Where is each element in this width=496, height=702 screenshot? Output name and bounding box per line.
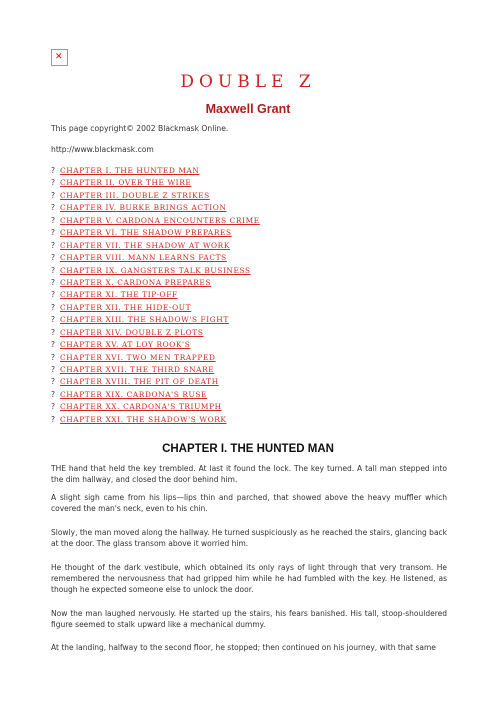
toc-link-chapter-18[interactable]: CHAPTER XVIII. THE PIT OF DEATH	[60, 377, 219, 387]
toc-link-chapter-16[interactable]: CHAPTER XVI. TWO MEN TRAPPED	[60, 352, 216, 362]
toc-bullet: ?	[51, 240, 56, 250]
chapter-heading: CHAPTER I. THE HUNTED MAN	[162, 443, 334, 455]
chapter-paragraph: A slight sigh came from his lips—lips thin and parched, that showed above the heavy muffler which covered the man's neck, even to his chin.	[51, 493, 447, 513]
toc-link-chapter-4[interactable]: CHAPTER IV. BURKE BRINGS ACTION	[60, 203, 227, 213]
toc-item	[51, 215, 260, 227]
toc-bullet: ?	[51, 190, 56, 200]
toc-bullet: ?	[51, 365, 56, 374]
toc-link-chapter-9[interactable]: CHAPTER IX. GANGSTERS TALK BUSINESS	[60, 265, 251, 275]
toc-link-chapter-17[interactable]: CHAPTER XVII. THE THIRD SNARE	[60, 365, 215, 374]
toc-link-chapter-20[interactable]: CHAPTER XX. CARDONA'S TRIUMPH	[60, 402, 222, 412]
toc-item	[51, 240, 260, 252]
toc-bullet: ?	[51, 414, 56, 424]
chapter-paragraph: At the landing, halfway to the second floor, he stopped; then continued on his journey, with that same	[51, 643, 436, 652]
toc-link-chapter-6[interactable]: CHAPTER VI. THE SHADOW PREPARES	[60, 228, 232, 238]
chapter-paragraph: Slowly, the man moved along the hallway. He turned suspiciously as he reached the stairs, glancing back at the door. The glass transom above it worried him.	[51, 528, 448, 548]
toc-bullet: ?	[51, 389, 56, 399]
site-url: http://www.blackmask.com	[51, 145, 154, 154]
toc-item	[51, 252, 260, 264]
toc-link-chapter-8[interactable]: CHAPTER VIII. MANN LEARNS FACTS	[60, 253, 227, 263]
toc-bullet: ?	[51, 377, 56, 387]
table-of-contents	[51, 165, 260, 426]
toc-link-chapter-3[interactable]: CHAPTER III. DOUBLE Z STRIKES	[60, 190, 210, 200]
toc-item	[51, 227, 260, 239]
toc-bullet: ?	[51, 290, 56, 300]
toc-bullet: ?	[51, 402, 56, 412]
copyright-notice: This page copyright© 2002 Blackmask Online.	[51, 124, 229, 133]
toc-link-chapter-2[interactable]: CHAPTER II. OVER THE WIRE	[60, 178, 192, 188]
author-name: Maxwell Grant	[205, 102, 291, 116]
broken-image-icon: ✕	[51, 49, 68, 66]
toc-bullet: ?	[51, 277, 56, 287]
toc-bullet: ?	[51, 178, 56, 188]
toc-item	[51, 177, 260, 189]
toc-link-chapter-5[interactable]: CHAPTER V. CARDONA ENCOUNTERS CRIME	[60, 215, 260, 225]
toc-item	[51, 314, 260, 326]
toc-item	[51, 401, 260, 413]
toc-item	[51, 289, 260, 301]
toc-bullet: ?	[51, 228, 56, 238]
chapter-paragraph: THE hand that held the key trembled. At last it found the lock. The key turned. A tall man stepped into the dim hallway, and closed the door behind him.	[51, 464, 447, 484]
toc-item	[51, 414, 260, 426]
toc-link-chapter-19[interactable]: CHAPTER XIX. CARDONA'S RUSE	[60, 389, 208, 399]
chapter-paragraph: He thought of the dark vestibule, which obtained its only rays of light through that very transom. He remembered the nervousness that had gripped him while he had fumbled with the key. He listened, as though he expected someone else to unlock the door.	[51, 563, 447, 594]
toc-link-chapter-21[interactable]: CHAPTER XXI. THE SHADOW'S WORK	[60, 414, 227, 424]
toc-link-chapter-14[interactable]: CHAPTER XIV. DOUBLE Z PLOTS	[60, 327, 204, 337]
toc-bullet: ?	[51, 302, 56, 312]
toc-item	[51, 389, 260, 401]
toc-bullet: ?	[51, 340, 56, 350]
toc-item	[51, 302, 260, 314]
toc-bullet: ?	[51, 265, 56, 275]
toc-bullet: ?	[51, 166, 56, 175]
toc-item	[51, 202, 260, 214]
book-title: DOUBLE Z	[180, 72, 316, 92]
toc-link-chapter-1[interactable]: CHAPTER I. THE HUNTED MAN	[60, 166, 200, 175]
toc-item	[51, 352, 260, 364]
toc-item	[51, 165, 260, 177]
toc-bullet: ?	[51, 215, 56, 225]
toc-item	[51, 376, 260, 388]
chapter-paragraph: Now the man laughed nervously. He started up the stairs, his fears banished. His tall, stoop-shouldered figure seemed to stalk upward like a mechanical dummy.	[51, 609, 447, 629]
toc-item	[51, 339, 260, 351]
toc-bullet: ?	[51, 315, 56, 325]
toc-item	[51, 190, 260, 202]
toc-bullet: ?	[51, 253, 56, 263]
toc-bullet: ?	[51, 352, 56, 362]
toc-item	[51, 364, 260, 376]
toc-link-chapter-15[interactable]: CHAPTER XV. AT LOY ROOK'S	[60, 340, 191, 350]
toc-link-chapter-12[interactable]: CHAPTER XII. THE HIDE-OUT	[60, 302, 192, 312]
toc-link-chapter-10[interactable]: CHAPTER X. CARDONA PREPARES	[60, 277, 212, 287]
toc-item	[51, 277, 260, 289]
toc-link-chapter-11[interactable]: CHAPTER XI. THE TIP-OFF	[60, 290, 178, 300]
toc-item	[51, 327, 260, 339]
toc-bullet: ?	[51, 203, 56, 213]
toc-link-chapter-13[interactable]: CHAPTER XIII. THE SHADOW'S FIGHT	[60, 315, 229, 325]
toc-item	[51, 265, 260, 277]
toc-link-chapter-7[interactable]: CHAPTER VII. THE SHADOW AT WORK	[60, 240, 230, 250]
toc-bullet: ?	[51, 327, 56, 337]
